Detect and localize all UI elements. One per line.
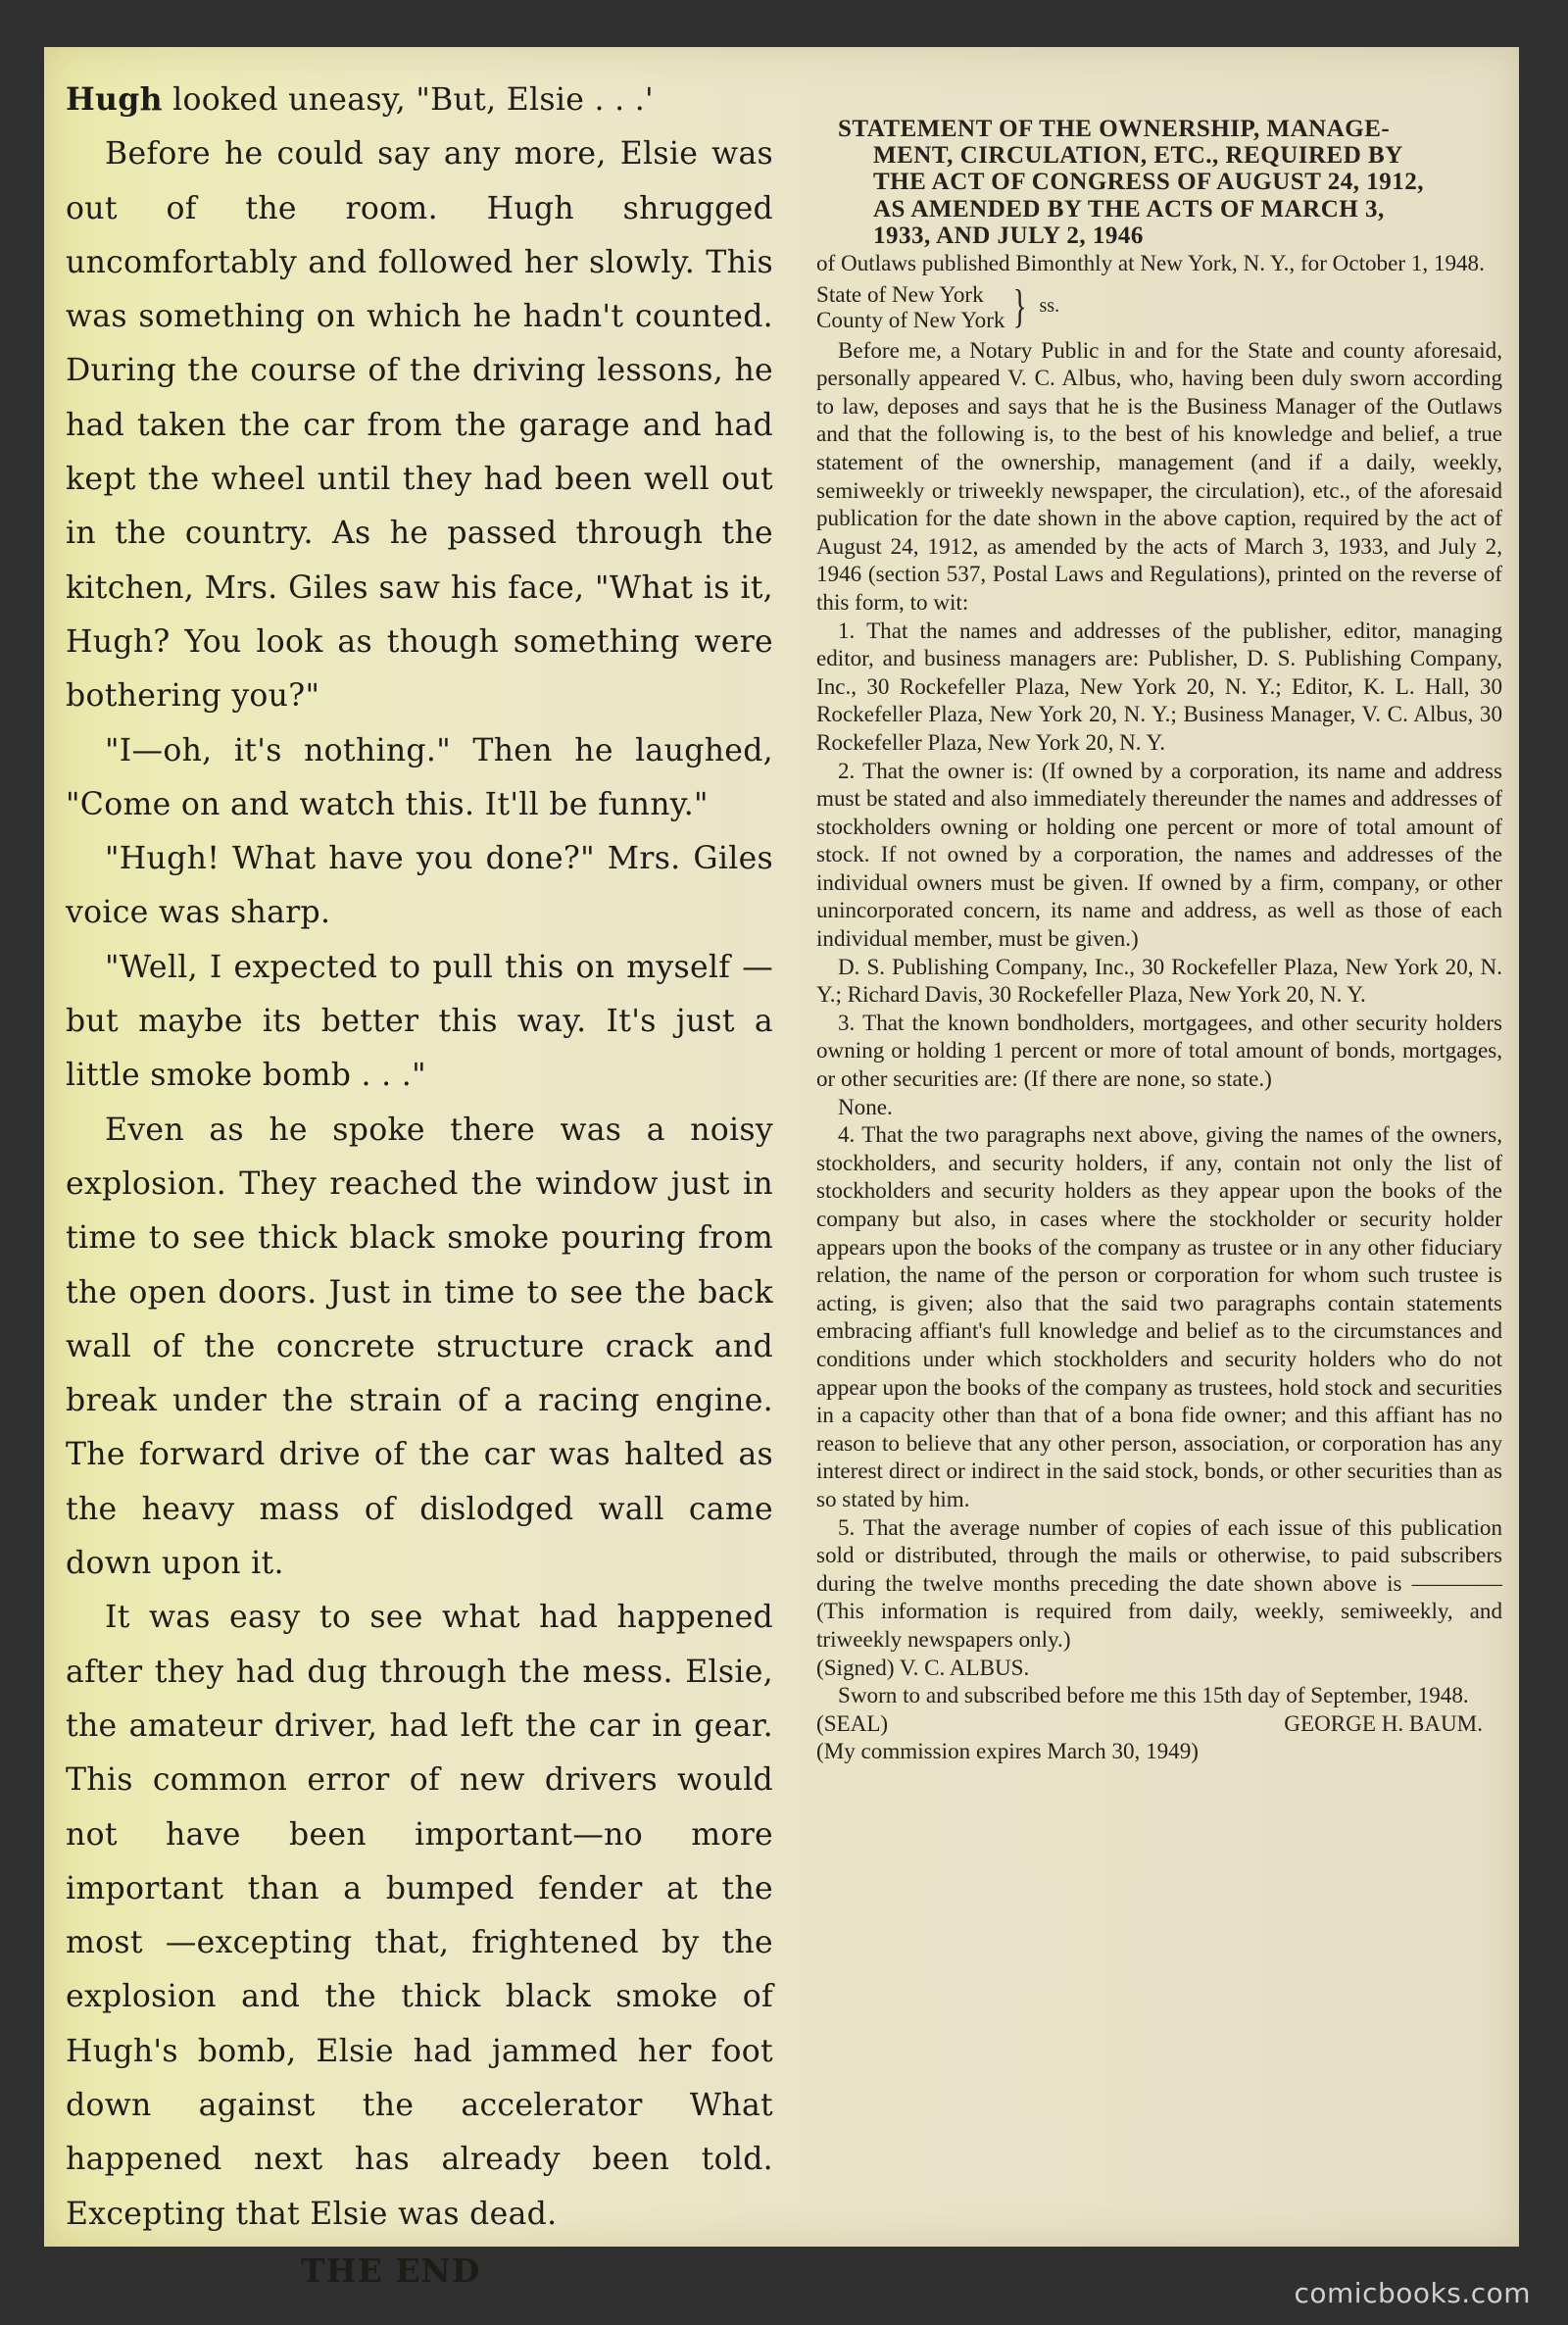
- story-lead-word: Hugh: [66, 81, 163, 118]
- statement-paragraph-6: 4. That the two paragraphs next above, giving the names of the owners, stockholders, and security holders, if any, contain not only the list of stockholders and security holders as they appear upon the books of the company but also, in cases where the stockholder or security holder appears upon the books of the company as trustee or in any other fiduciary relation, the name of the person or corporation for whom such trustee is acting, is given; also that the said two paragraphs contain statements embracing affiant's full knowledge and belief as to the circumstances and conditions under which stockholders and security holders who do not appear upon the books of the company as trustees, hold stock and securities in a capacity other than that of a bona fide owner; and this affiant has no reason to believe that any other person, association, or corporation has any interest direct or indirect in the said stock, bonds, or other securities than as so stated by him.: [816, 1121, 1502, 1511]
- story-paragraph-5: Even as he spoke there was a noisy explosion. They reached the window just in time to see thick black smoke pouring from the open doors. Just in time to see the back wall of the concrete structure crack and break under the strain of a racing engine. The forward drive of the car was halted as the heavy mass of dislodged wall came down upon it.: [66, 1112, 773, 1582]
- story-paragraph-3: "Hugh! What have you done?" Mrs. Giles voice was sharp.: [66, 841, 773, 931]
- statement-paragraph-7: 5. That the average number of copies of each issue of this publication sold or distributed, through the mails or otherwise, to paid subscribers during the twelve months preceding the date shown above is ———— (This information is required from daily, weekly, semiweekly, and triweekly newspapers only.): [816, 1513, 1502, 1652]
- the-end-label: THE END: [301, 2251, 481, 2290]
- statement-paragraph-3: D. S. Publishing Company, Inc., 30 Rockefeller Plaza, New York 20, N. Y.; Richard Davis, 30 Rockefeller Plaza, New York 20, N. Y.: [816, 953, 1502, 1008]
- story-paragraph-2: "I—oh, it's nothing." Then he laughed, "Come on and watch this. It'll be funny.": [66, 732, 773, 822]
- statement-title-line-4: 1933, AND JULY 2, 1946: [873, 222, 1144, 249]
- venue-block: [816, 281, 1502, 332]
- story-paragraph-4: "Well, I expected to pull this on myself —but maybe its better this way. It's just a little smoke bomb . . .": [66, 949, 773, 1094]
- statement-intro: of Outlaws published Bimonthly at New York, N. Y., for October 1, 1948.: [816, 250, 1485, 276]
- venue-ss: ss.: [1039, 295, 1060, 318]
- venue-brace: }: [1013, 279, 1027, 332]
- story-paragraph-0: [66, 73, 773, 127]
- statement-paragraph-2: 2. That the owner is: (If owned by a corporation, its name and address must be stated and also immediately thereunder the names and addresses of stockholders owning or holding one percent or more of total amount of stock. If not owned by a corporation, the names and addresses of the individual owners must be given. If owned by a firm, company, or other unincorporated concern, its name and address, as well as those of each individual member, must be given.): [816, 757, 1502, 952]
- statement-paragraph-4: 3. That the known bondholders, mortgagees, and other security holders owning or holding 1 percent or more of total amount of bonds, mortgages, or other securities are: (If there are none, so state.): [816, 1009, 1502, 1092]
- venue-county: County of New York: [816, 306, 1005, 332]
- statement-title-line-1: MENT, CIRCULATION, ETC., REQUIRED BY: [873, 142, 1403, 170]
- sworn-line: Sworn to and subscribed before me this 15th day of September, 1948.: [838, 1682, 1469, 1708]
- statement-paragraph-0: Before me, a Notary Public in and for the State and county aforesaid, personally appeared V. C. Albus, who, having been duly sworn according to law, deposes and says that he is the Business Manager of the Outlaws and that the following is, to the best of his knowledge and belief, a true statement of the ownership, management (and if a daily, weekly, semiweekly or triweekly newspaper, the circulation), etc., of the aforesaid publication for the date shown in the above caption, required by the act of August 24, 1912, as amended by the acts of March 3, 1933, and July 2, 1946 (section 537, Postal Laws and Regulations), printed on the reverse of this form, to wit:: [816, 336, 1502, 615]
- story-column: [66, 73, 773, 2298]
- seal-row: [816, 1709, 1502, 1738]
- signed-line: (Signed) V. C. ALBUS.: [816, 1654, 1030, 1680]
- watermark: comicbooks.com: [1294, 2277, 1531, 2309]
- story-paragraph-1: Before he could say any more, Elsie was out of the room. Hugh shrugged uncomfortably and followed her slowly. This was something on which he hadn't counted. During the course of the driving lessons, he had taken the car from the garage and had kept the wheel until they had been well out in the country. As he passed through the kitchen, Mrs. Giles saw his face, "What is it, Hugh? You look as though something were bothering you?": [66, 136, 773, 715]
- statement-title: [816, 116, 1502, 249]
- notary-name: GEORGE H. BAUM.: [1284, 1709, 1483, 1736]
- ownership-statement: [816, 116, 1502, 1765]
- comic-page: [44, 47, 1519, 2290]
- statement-title-line-2: THE ACT OF CONGRESS OF AUGUST 24, 1912,: [873, 169, 1424, 196]
- statement-title-line-3: AS AMENDED BY THE ACTS OF MARCH 3,: [873, 195, 1385, 223]
- story-paragraph-0-text: looked uneasy, "But, Elsie . . .': [162, 82, 655, 118]
- story-paragraph-6: It was easy to see what had happened after they had dug through the mess. Elsie, the amateur driver, had left the car in gear. This common error of new drivers would not have been important—no more important than a bumped fender at the most —excepting that, frightened by the explosion and the thick black smoke of Hugh's bomb, Elsie had jammed her foot down against the accelerator What happened next has already been told. Excepting that Elsie was dead.: [66, 1600, 773, 2232]
- commission-line: (My commission expires March 30, 1949): [816, 1738, 1199, 1764]
- statement-paragraph-5: None.: [838, 1093, 893, 1119]
- statement-title-line-0: STATEMENT OF THE OWNERSHIP, MANAGE-: [838, 116, 1391, 142]
- venue-state: State of New York: [816, 280, 984, 307]
- seal-label: (SEAL): [816, 1709, 889, 1736]
- statement-paragraph-1: 1. That the names and addresses of the publisher, editor, managing editor, and business managers are: Publisher, D. S. Publishing Company, Inc., 30 Rockefeller Plaza, New York 20, N. Y.; Editor, K. L. Hall, 30 Rockefeller Plaza, New York 20, N. Y.; Business Manager, V. C. Albus, 30 Rockefeller Plaza, New York 20, N. Y.: [816, 617, 1502, 755]
